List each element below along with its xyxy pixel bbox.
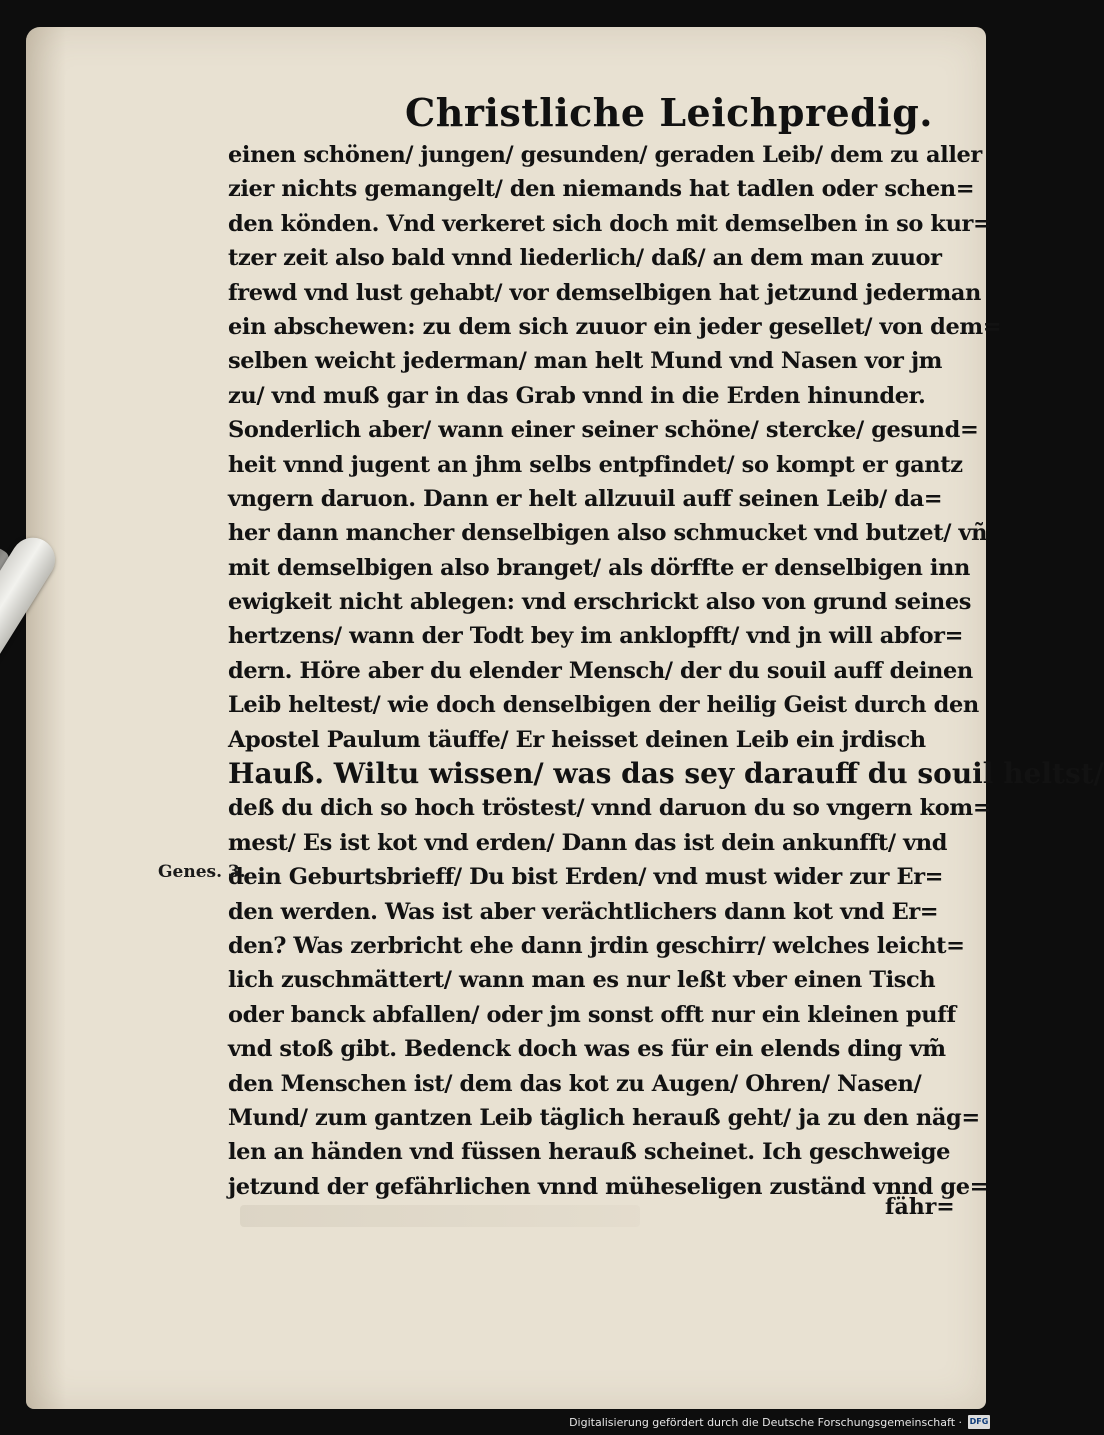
text-line: den? Was zerbricht ehe dann jrdin geschirr/ welches leicht= <box>228 932 965 959</box>
text-line: hertzens/ wann der Todt bey im anklopfft/ vnd jn will abfor= <box>228 623 964 650</box>
text-line: her dann mancher denselbigen also schmucket vnd butzet/ vñ <box>228 520 988 547</box>
text-line: zier nichts gemangelt/ den niemands hat tadlen oder schen= <box>228 176 975 203</box>
marginal-note: Genes. 3. <box>158 862 246 882</box>
text-line: mest/ Es ist kot vnd erden/ Dann das ist dein ankunfft/ vnd <box>228 829 948 856</box>
text-line: den werden. Was ist aber verächtlichers dann kot vnd Er= <box>228 898 939 925</box>
text-line: selben weicht jederman/ man helt Mund vnd Nasen vor jm <box>228 348 943 375</box>
text-line: dern. Höre aber du elender Mensch/ der du souil auff deinen <box>228 657 973 684</box>
text-line: tzer zeit also bald vnnd liederlich/ daß/ an dem man zuuor <box>228 245 942 272</box>
text-line: den könden. Vnd verkeret sich doch mit demselben in so kur= <box>228 210 992 237</box>
text-line: Apostel Paulum täuffe/ Er heisset deinen Leib ein jrdisch <box>228 726 926 753</box>
dfg-logo-icon: DFG <box>968 1415 990 1429</box>
binding-shadow <box>26 27 66 1409</box>
text-line: deß du dich so hoch tröstest/ vnnd daruon du so vngern kom= <box>228 795 992 822</box>
text-line: Sonderlich aber/ wann einer seiner schöne/ stercke/ gesund= <box>228 417 979 444</box>
text-line: heit vnnd jugent an jhm selbs entpfindet/ so kompt er gantz <box>228 451 963 478</box>
text-line: Leib heltest/ wie doch denselbigen der heilig Geist durch den <box>228 692 979 719</box>
text-line: len an händen vnd füssen herauß scheinet. Ich geschweige <box>228 1139 951 1166</box>
footer-credit: Digitalisierung gefördert durch die Deutsche Forschungsgemeinschaft · <box>569 1415 962 1429</box>
text-line: Mund/ zum gantzen Leib täglich herauß geht/ ja zu den näg= <box>228 1104 980 1131</box>
text-line: vngern daruon. Dann er helt allzuuil auff seinen Leib/ da= <box>228 485 943 512</box>
text-line: ewigkeit nicht ablegen: vnd erschrickt also von grund seines <box>228 589 972 616</box>
show-through-bleed <box>240 1205 640 1227</box>
text-line: mit demselbigen also branget/ als dörffte er denselbigen inn <box>228 554 970 581</box>
text-line: lich zuschmättert/ wann man es nur leßt vber einen Tisch <box>228 967 936 994</box>
text-line: dein Geburtsbrieff/ Du bist Erden/ vnd must wider zur Er= <box>228 864 944 891</box>
text-line: Hauß. Wiltu wissen/ was das sey darauff du souil heltst/ <box>228 757 1104 791</box>
text-line: zu/ vnd muß gar in das Grab vnnd in die Erden hinunder. <box>228 382 926 409</box>
text-line: einen schönen/ jungen/ gesunden/ geraden Leib/ dem zu aller <box>228 142 982 168</box>
footer <box>569 1415 990 1429</box>
text-line: vnd stoß gibt. Bedenck doch was es für ein elends ding vm̃ <box>228 1036 946 1063</box>
running-title: Christliche Leichpredig. <box>405 90 933 135</box>
body-text <box>228 138 1104 1204</box>
text-line: frewd vnd lust gehabt/ vor demselbigen hat jetzund jederman <box>228 279 981 306</box>
catchword: fähr= <box>885 1194 955 1220</box>
text-line: jetzund der gefährlichen vnnd müheseligen zuständ vnnd ge= <box>228 1173 989 1200</box>
text-line: den Menschen ist/ dem das kot zu Augen/ Ohren/ Nasen/ <box>228 1070 922 1097</box>
text-line: oder banck abfallen/ oder jm sonst offt nur ein kleinen puff <box>228 1001 956 1028</box>
text-line: ein abschewen: zu dem sich zuuor ein jeder gesellet/ von dem= <box>228 313 1002 340</box>
